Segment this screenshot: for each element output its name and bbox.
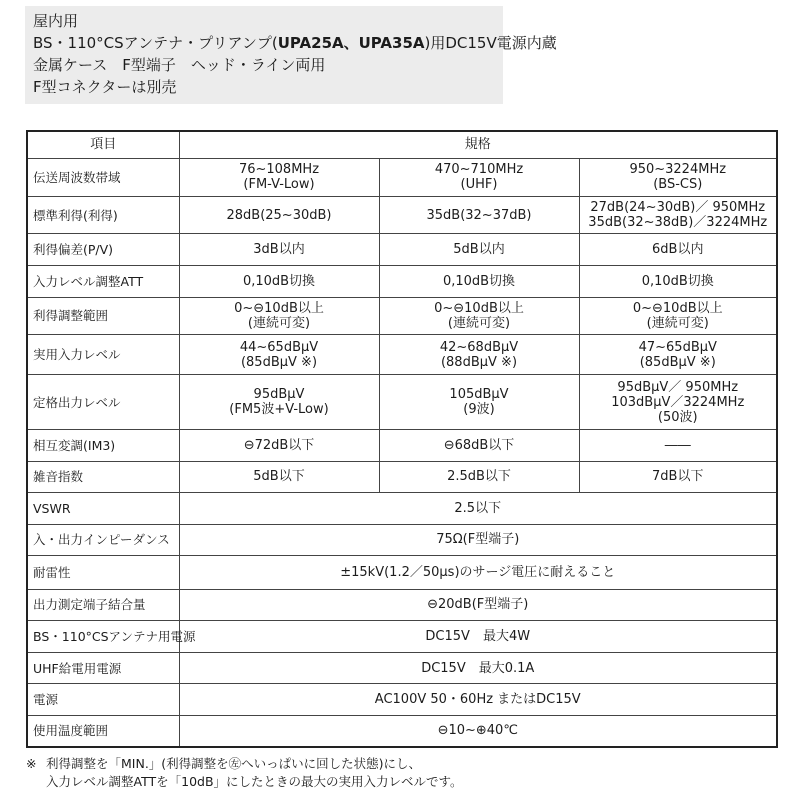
value-line: ⊖68dB以下: [443, 437, 515, 453]
value-line: 0,10dB切換: [641, 273, 714, 289]
table-row: [27, 621, 777, 653]
table-row: [27, 493, 777, 525]
table-row: [27, 158, 777, 196]
value-line: (9波): [463, 402, 495, 418]
table-row: [27, 429, 777, 461]
row-label: 出力測定端子結合量: [27, 589, 179, 621]
row-label: 入・出力インピーダンス: [27, 524, 179, 556]
footnote-line-2: 入力レベル調整ATTを「10dB」にしたときの最大の実用入力レベルです。: [46, 774, 463, 789]
row-value: [379, 297, 579, 335]
value-line: (50波): [657, 409, 698, 425]
compatibility-suffix: )用DC15V電源内蔵: [424, 34, 557, 52]
product-description-box: [25, 6, 557, 104]
value-line: (BS-CS): [653, 177, 703, 193]
row-value: [579, 266, 777, 298]
value-line: 76~108MHz: [238, 162, 320, 178]
row-value: [379, 158, 579, 196]
row-value: [379, 266, 579, 298]
row-label: 電源: [27, 684, 179, 716]
value-line: 0,10dB切換: [242, 273, 316, 289]
row-label: 相互変調(IM3): [27, 429, 179, 461]
value-line: ――: [664, 437, 691, 453]
row-label: 使用温度範囲: [27, 715, 179, 747]
value-line: 0~⊖10dB以上: [632, 300, 723, 316]
table-row: [27, 234, 777, 266]
row-value: [179, 234, 379, 266]
value-line: 5dB以内: [453, 242, 505, 258]
row-value: [379, 375, 579, 430]
row-value: [179, 266, 379, 298]
row-value: [379, 461, 579, 493]
connector-note-text: F型コネクターは別売: [33, 78, 177, 96]
footnote-line-1: 利得調整を「MIN.」(利得調整を㊧へいっぱいに回した状態)にし、: [46, 756, 422, 771]
row-value: [579, 335, 777, 375]
value-line: 47~65dBμV: [638, 339, 717, 355]
table-row: [27, 196, 777, 234]
value-line: 103dBμV／3224MHz: [611, 394, 745, 410]
row-value: [179, 375, 379, 430]
compatibility-prefix: BS・110°CSアンテナ・プリアンプ(: [33, 34, 278, 52]
value-line: 0,10dB切換: [442, 273, 516, 289]
value-line: (連続可変): [247, 315, 311, 331]
footnote: [26, 755, 786, 791]
value-line: (FM-V-Low): [243, 177, 315, 193]
value-line: (88dBμV ※): [440, 354, 518, 370]
table-row: [27, 335, 777, 375]
row-value: [179, 196, 379, 234]
value-line: (連続可変): [646, 315, 709, 331]
row-value: ±15kV(1.2／50μs)のサージ電圧に耐えること: [179, 556, 777, 590]
row-value: [579, 375, 777, 430]
table-row: [27, 652, 777, 684]
value-line: (85dBμV ※): [240, 354, 318, 370]
row-value: [579, 234, 777, 266]
value-line: 105dBμV: [449, 387, 509, 403]
table-row: [27, 684, 777, 716]
row-label: 定格出力レベル: [27, 375, 179, 430]
spec-table: [26, 130, 778, 748]
row-value: [579, 196, 777, 234]
value-line: 5dB以下: [253, 469, 305, 485]
spec-table-body: [27, 131, 777, 747]
value-line: 950~3224MHz: [629, 162, 727, 178]
value-line: 6dB以内: [652, 242, 704, 258]
row-value: ⊖10~⊕40℃: [179, 715, 777, 747]
table-row: [27, 589, 777, 621]
row-value: [179, 429, 379, 461]
value-line: (85dBμV ※): [639, 354, 716, 370]
case-terminal-text: 金属ケース F型端子 ヘッド・ライン両用: [33, 56, 326, 74]
row-value: DC15V 最大0.1A: [179, 652, 777, 684]
row-value: [579, 297, 777, 335]
value-line: 42~68dBμV: [439, 339, 519, 355]
row-label: 実用入力レベル: [27, 335, 179, 375]
row-value: DC15V 最大4W: [179, 621, 777, 653]
value-line: 470~710MHz: [434, 162, 524, 178]
table-header-row: [27, 131, 777, 158]
row-label: 標準利得(利得): [27, 196, 179, 234]
value-line: 2.5dB以下: [447, 469, 511, 485]
row-label: 耐雷性: [27, 556, 179, 590]
row-value: [579, 158, 777, 196]
table-row: [27, 524, 777, 556]
table-row: [27, 375, 777, 430]
row-label: 利得偏差(P/V): [27, 234, 179, 266]
row-label: BS・110°CSアンテナ用電源: [27, 621, 179, 653]
row-label: 雑音指数: [27, 461, 179, 493]
row-value: [379, 196, 579, 234]
value-line: 95dBμV: [253, 387, 305, 403]
row-value: [179, 297, 379, 335]
value-line: 7dB以下: [652, 469, 704, 485]
row-value: [179, 335, 379, 375]
table-row: [27, 715, 777, 747]
row-label: VSWR: [27, 493, 179, 525]
value-line: (連続可変): [447, 315, 511, 331]
row-value: 2.5以下: [179, 493, 777, 525]
row-value: [579, 429, 777, 461]
value-line: 35dB(32~37dB): [426, 207, 532, 223]
table-row: [27, 556, 777, 590]
row-value: [379, 429, 579, 461]
value-line: 28dB(25~30dB): [226, 207, 332, 223]
value-line: (UHF): [460, 177, 498, 193]
value-line: (FM5波+V-Low): [229, 402, 329, 418]
row-value: 75Ω(F型端子): [179, 524, 777, 556]
row-label: 伝送周波数帯域: [27, 158, 179, 196]
compatibility-text: [33, 32, 557, 54]
table-row: [27, 297, 777, 335]
value-line: ⊖72dB以下: [243, 437, 315, 453]
value-line: 27dB(24~30dB)／ 950MHz: [590, 200, 766, 216]
value-line: 35dB(32~38dB)／3224MHz: [588, 215, 768, 231]
table-row: [27, 266, 777, 298]
header-item: 項目: [27, 131, 179, 158]
model-numbers: UPA25A、UPA35A: [277, 34, 425, 52]
value-line: 44~65dBμV: [239, 339, 319, 355]
value-line: 0~⊖10dB以上: [234, 300, 324, 316]
row-label: 入力レベル調整ATT: [27, 266, 179, 298]
row-value: ⊖20dB(F型端子): [179, 589, 777, 621]
row-label: 利得調整範囲: [27, 297, 179, 335]
row-value: [579, 461, 777, 493]
table-row: [27, 461, 777, 493]
usage-text: 屋内用: [33, 12, 79, 30]
footnote-mark: ※: [26, 756, 37, 771]
row-value: [379, 335, 579, 375]
row-label: UHF給電用電源: [27, 652, 179, 684]
row-value: [179, 158, 379, 196]
value-line: 0~⊖10dB以上: [434, 300, 524, 316]
row-value: AC100V 50・60Hz またはDC15V: [179, 684, 777, 716]
value-line: 3dB以内: [253, 242, 305, 258]
value-line: 95dBμV／ 950MHz: [617, 379, 739, 395]
row-value: [179, 461, 379, 493]
row-value: [379, 234, 579, 266]
header-spec: 規格: [179, 131, 777, 158]
